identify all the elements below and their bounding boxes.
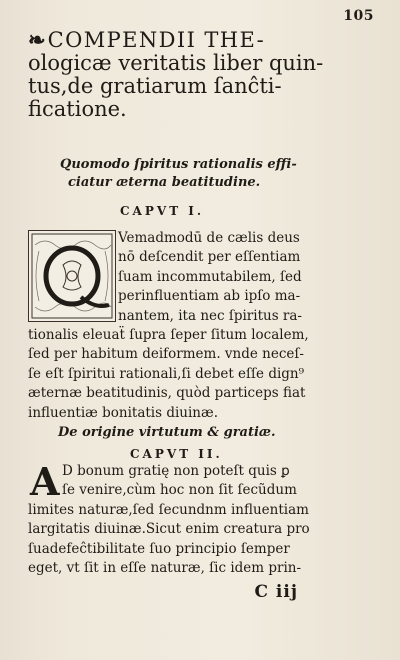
paragraph2-right: D bonum gratię non poteſt quis ꝑ ſe venire,cùm hoc non ſit ſecũdum (62, 463, 297, 499)
title-line-2: ologicæ veritatis liber quin- (28, 51, 324, 75)
chapter2-heading: CAPVT II. (130, 447, 223, 461)
page-number: 105 (343, 8, 374, 24)
paragraph1-right: Vemadmodū de cælis deus nō deſcendit per eſſentiam ſuam incommutabilem, ſed perinfluentiam ab ipſo ma- nantem, ita nec ſpiritus ra- (118, 230, 302, 324)
title-line-1: COMPENDII THE- (47, 28, 266, 52)
paragraph1: tionalis eleuaẗ ſupra ſeper ſitum localem, ſed per habitum deiformem. vnde neceſ- ſe eſt ſpiritui rationali,ſi debet eſſe dign⁹ æternæ beatitudinis, quòd particeps fiat influentiæ bonitatis diuinæ. (28, 327, 309, 421)
signature-mark: C iij (254, 582, 298, 602)
book-title (28, 28, 380, 121)
section1-heading: Quomodo ſpiritus rationalis effi- ciatur æterna beatitudine. (60, 157, 297, 190)
decorated-initial-Q-icon (28, 230, 116, 322)
title-line-3: tus,de gratiarum ſanĉti- (28, 74, 282, 98)
section2-heading: De origine virtutum & gratiæ. (58, 425, 276, 440)
drop-initial-A: A (30, 459, 60, 504)
title-line-4: ficatione. (28, 97, 127, 121)
chapter1-heading: CAPVT I. (120, 204, 205, 218)
fleuron-icon: ❧ (28, 27, 46, 52)
paragraph2: limites naturæ,ſed ſecundnm influentiam largitatis diuinæ.Sicut enim creatura pro ſuadefeĉtibilitate ſuo principio ſemper eget, vt ſit in eſſe naturæ, ſic idem prin- (28, 502, 310, 577)
